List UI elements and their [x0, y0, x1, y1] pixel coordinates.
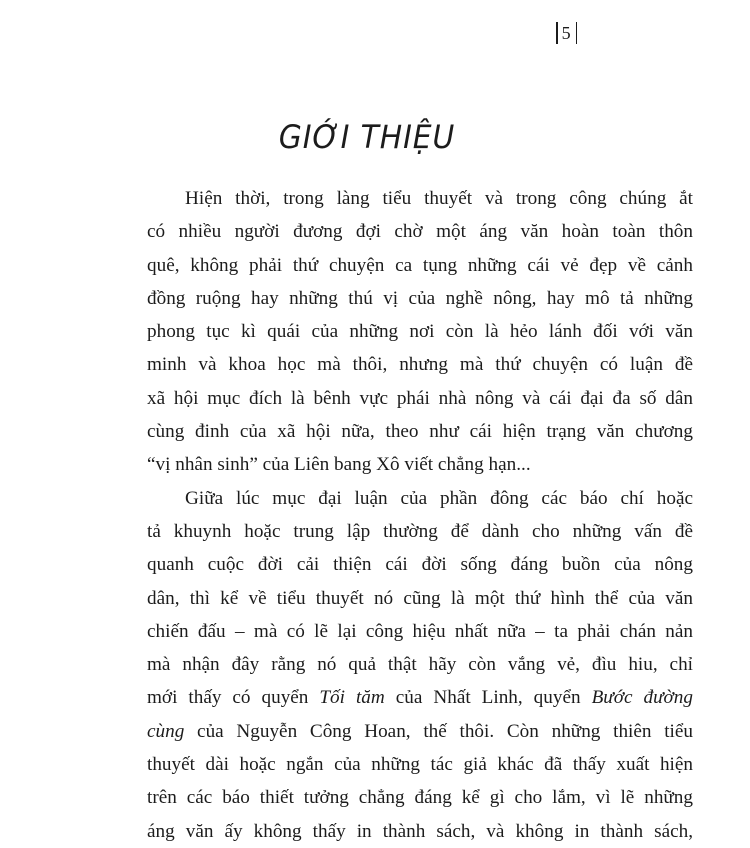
- text-line: “vị nhân sinh” của Liên bang Xô viết chẳng hạn...: [147, 454, 531, 476]
- page-number: [556, 22, 577, 44]
- text-line: tả khuynh hoặc trung lập thường để dành cho những vấn đề: [147, 520, 693, 542]
- book-title-buoc-duong-cung: Bước đường: [591, 687, 693, 709]
- text-line: [147, 715, 693, 748]
- text-run: mới thấy có quyển: [147, 687, 320, 709]
- text-line: có nhiều người đương đợi chờ một áng văn hoàn toàn thôn: [147, 221, 693, 243]
- text-line: mà nhận đây rằng nó quả thật hãy còn vắng vẻ, đìu hiu, chỉ: [147, 654, 693, 676]
- text-line: [147, 681, 693, 714]
- text-line: áng văn ấy không thấy in thành sách, và không in thành sách,: [147, 820, 693, 842]
- text-line: dân, thì kể về tiểu thuyết nó cũng là một thứ hình thể của văn: [147, 587, 693, 609]
- text-run: của Nhất Linh, quyển: [384, 687, 592, 709]
- text-line: cùng đinh của xã hội nữa, theo như cái hiện trạng văn chương: [147, 421, 693, 443]
- text-line: Hiện thời, trong làng tiểu thuyết và trong công chúng ắt: [185, 188, 693, 209]
- text-line: minh và khoa học mà thôi, nhưng mà thứ chuyện có luận đề: [147, 354, 693, 376]
- text-line: quanh cuộc đời cải thiện cái đời sống đáng buồn của nông: [147, 554, 693, 576]
- page-number-right-bar: [576, 22, 578, 44]
- text-line: quê, không phải thứ chuyện ca tụng những cái vẻ đẹp về cảnh: [147, 254, 693, 276]
- text-line: Giữa lúc mục đại luận của phần đông các báo chí hoặc: [185, 487, 693, 509]
- text-run: của Nguyễn Công Hoan, thế thôi. Còn những thiên tiểu: [184, 720, 693, 742]
- text-line: trên các báo thiết tưởng chẳng đáng kể gì cho lắm, vì lẽ những: [147, 787, 693, 809]
- text-line: phong tục kì quái của những nơi còn là hẻo lánh đối với văn: [147, 321, 693, 343]
- text-line: xã hội mục đích là bênh vực phái nhà nông và cái đại đa số dân: [147, 387, 693, 409]
- page-number-value: 5: [561, 22, 572, 43]
- page-number-left-bar: [556, 22, 558, 44]
- book-title-buoc-duong-cung-cont: cùng: [147, 720, 185, 742]
- book-title-toi-tam: Tối tăm: [319, 687, 385, 709]
- body-text: [147, 182, 693, 848]
- chapter-title: GIỚI THIỆU: [278, 118, 456, 156]
- text-line: thuyết dài hoặc ngắn của những tác giả khác đã thấy xuất hiện: [147, 754, 693, 776]
- text-line: chiến đấu – mà có lẽ lại công hiệu nhất nữa – ta phải chán nản: [147, 620, 693, 642]
- text-line: đồng ruộng hay những thú vị của nghề nông, hay mô tả những: [147, 287, 693, 309]
